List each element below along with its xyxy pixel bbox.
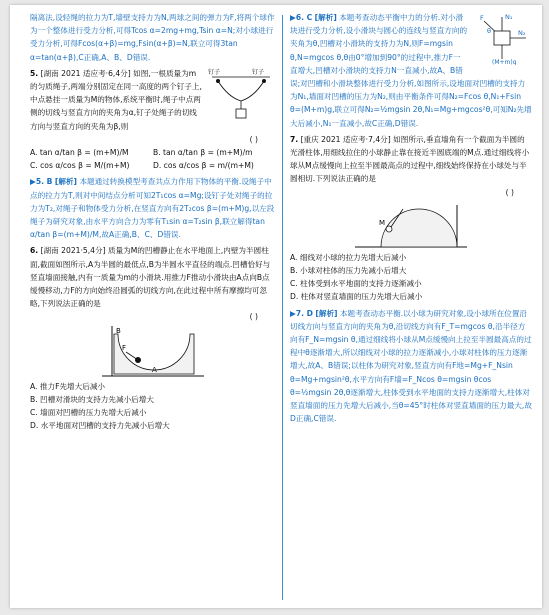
answer-5 <box>30 175 276 241</box>
figure-label-theta: θ <box>487 27 491 35</box>
question-number: 5. <box>30 68 39 78</box>
answer-paren: ( ) <box>505 187 514 197</box>
left-column <box>30 11 276 435</box>
option-c: C. 墙面对凹槽的压力先增大后减小 <box>30 408 147 418</box>
option-d: D. cos α/cos β = m/(m+M) <box>153 161 254 171</box>
column-divider <box>282 15 283 600</box>
option-d: D. 柱体对竖直墙面的压力先增大后减小 <box>290 292 423 302</box>
answer-text: 本题考查动态平衡.以小球为研究对象,设小球所在位置沿切线方向与竖直方向的夹角为θ,沿切线方向有F_T=mgcos θ,沿半径方向有F_N=mgsin θ,通过细线将小球从M点缓慢向上拉至半圆最高点的过程中θ逐渐增大,所以细线对小球的拉力逐渐减小,小球对柱体的压力逐渐增大,故A、B错误;以柱体为研究对象,竖直方向有F地=Mg+F_Nsin θ=Mg+mgsin²θ,水平方向有F墙=F_Ncos θ=mgsin θcos θ=½mgsin 2θ,θ逐渐增大,柱体受到水平地面的支持力逐渐增大,柱体对竖直墙面的压力先增大后减小,当θ=45°时柱体对竖直墙面的压力最大,故D正确,C错误. <box>290 308 532 424</box>
half-cylinder-figure <box>351 199 471 251</box>
answer-7 <box>290 307 532 426</box>
question-5 <box>30 67 276 173</box>
answer-tag: ▶7. D <box>290 308 313 318</box>
figure-label-n2: N₂ <box>518 29 526 37</box>
answer-paren: ( ) <box>249 134 258 144</box>
document-page <box>10 5 542 608</box>
figure-label-peg-left: 钉子 <box>208 68 221 76</box>
figure-label-f: F <box>480 14 484 22</box>
right-column <box>290 11 532 428</box>
groove-figure <box>98 324 208 380</box>
answer-text: 本题通过转换模型考查共点力作用下物体的平衡.设绳子中点的拉力为T,则对中间结点分析可知2T₁cos α=Mg;设钉子处对绳子的拉力为T₂,对绳子和物体受力分析,在竖直方向有2T₂cos β=(m+M)g,以左段绳子为研究对象,由水平方向合力为零有T₁sin α=T₂sin β,联立解得tan α/tan β=(m+M)/M,故A正确,B、C、D错误. <box>30 177 275 240</box>
question-7 <box>290 133 532 304</box>
figure-label-weight: (M+m)g <box>492 59 517 65</box>
answer-text: 本题考查动态平衡中力的分析.对小滑块进行受力分析,设小滑块与圆心的连线与竖直方向的夹角为θ,凹槽对小滑块的支持力为N,则F=mgsin θ,N=mgcos θ,θ由0°增加到90°的过程中,推力F一直增大,凹槽对小滑块的支持力N一直减小,故A、B错误;对凹槽和小滑块整体进行受力分析,如图所示,设地面对凹槽的支持力为N₁,墙面对凹槽的压力为N₂,则由平衡条件可得N₂=Fcos θ,N₁+Fsin θ=(M+m)g,联立可得N₂=½mgsin 2θ,N₁=Mg+mgcos²θ,可知N₂先增大后减小,N₁一直减小,故C正确,D错误. <box>290 13 532 128</box>
force-diagram-figure <box>472 11 532 65</box>
answer-tag: ▶5. B <box>30 177 53 187</box>
question-number: 6. <box>30 246 39 256</box>
options-row-2 <box>30 159 276 172</box>
option-a: A. 细线对小球的拉力先增大后减小 <box>290 252 407 262</box>
figure-label-n1: N₁ <box>505 13 513 21</box>
option-a: A. tan α/tan β = (m+M)/M <box>30 148 129 158</box>
answer-6 <box>290 11 532 130</box>
option-b: B. 小球对柱体的压力先减小后增大 <box>290 266 407 276</box>
answer-tag: ▶6. C <box>290 13 313 22</box>
rope-pegs-figure <box>206 67 276 123</box>
question-stem: 如图,一根质量为m的匀质绳子,两端分别固定在同一高度的两个钉子上,中点悬挂一质量为M的物体,系统平衡时,绳子中点两侧的切线与竖直方向的夹角为α,钉子处绳子的切线方向与竖直方向的夹角为β,则 <box>30 68 202 131</box>
option-d: D. 水平地面对凹槽的支持力先减小后增大 <box>30 421 170 431</box>
analysis-label: [解析] <box>54 177 78 187</box>
question-number: 7. <box>290 134 299 144</box>
question-source: [湖南 2021·5,4分] <box>40 246 106 256</box>
figure-label-f: F <box>122 343 127 352</box>
analysis-label: [解析] <box>314 13 337 22</box>
option-c: C. cos α/cos β = M/(m+M) <box>30 161 130 171</box>
options-row-1 <box>30 146 276 159</box>
figure-label-peg-right: 钉子 <box>252 68 265 76</box>
question-source: [湖南 2021 适应考·6,4分] <box>40 68 131 78</box>
option-c: C. 柱体受到水平地面的支持力逐渐减小 <box>290 279 422 289</box>
option-a: A. 推力F先增大后减小 <box>30 381 106 391</box>
question-source: [重庆 2021 适应考·7,4分] <box>300 134 391 144</box>
option-b: B. 凹槽对滑块的支持力先减小后增大 <box>30 394 154 404</box>
question-stem: 质量为M的凹槽静止在水平地面上,内壁为半圆柱面,截面如图所示,A为半圆的最低点,B为半圆水平直径的端点.凹槽恰好与竖直墙面接触,内有一质量为m的小滑块.用推力F推动小滑块由A点向B点缓慢移动,力F的方向始终沿圆弧的切线方向,在此过程中所有摩擦均可忽略,下列说法正确的是 <box>30 246 271 309</box>
question-stem: 如图所示,垂直墙角有一个截面为半圆的光滑柱体,用细线拉住的小球静止靠在接近半圆底端的M点.通过细线将小球从M点缓慢向上拉至半圆最高点的过程中,细线始终保持在小球处与半圆相切.下列说法正确的是 <box>290 134 530 184</box>
analysis-label: [解析] <box>315 308 338 318</box>
answer-intro-text: 隔离法,设轻绳的拉力为T,墙壁支持力为N,两球之间的弹力为F,将两个球作为一个整体进行受力分析,可得Tcos α=2mg+mg,Tsin α=N;对小球进行受力分析,可得Fcos(α+β)=mg,Fsin(α+β)=N,联立可得3tan α=tan(α+β),C正确,A、B、D错误. <box>30 13 275 62</box>
figure-label-m: M <box>379 218 386 227</box>
question-6 <box>30 244 276 432</box>
option-b: B. tan α/tan β = (m+M)/m <box>153 148 253 158</box>
figure-label-b: B <box>116 326 121 335</box>
answer-paren: ( ) <box>249 312 258 322</box>
figure-label-a: A <box>152 365 157 374</box>
